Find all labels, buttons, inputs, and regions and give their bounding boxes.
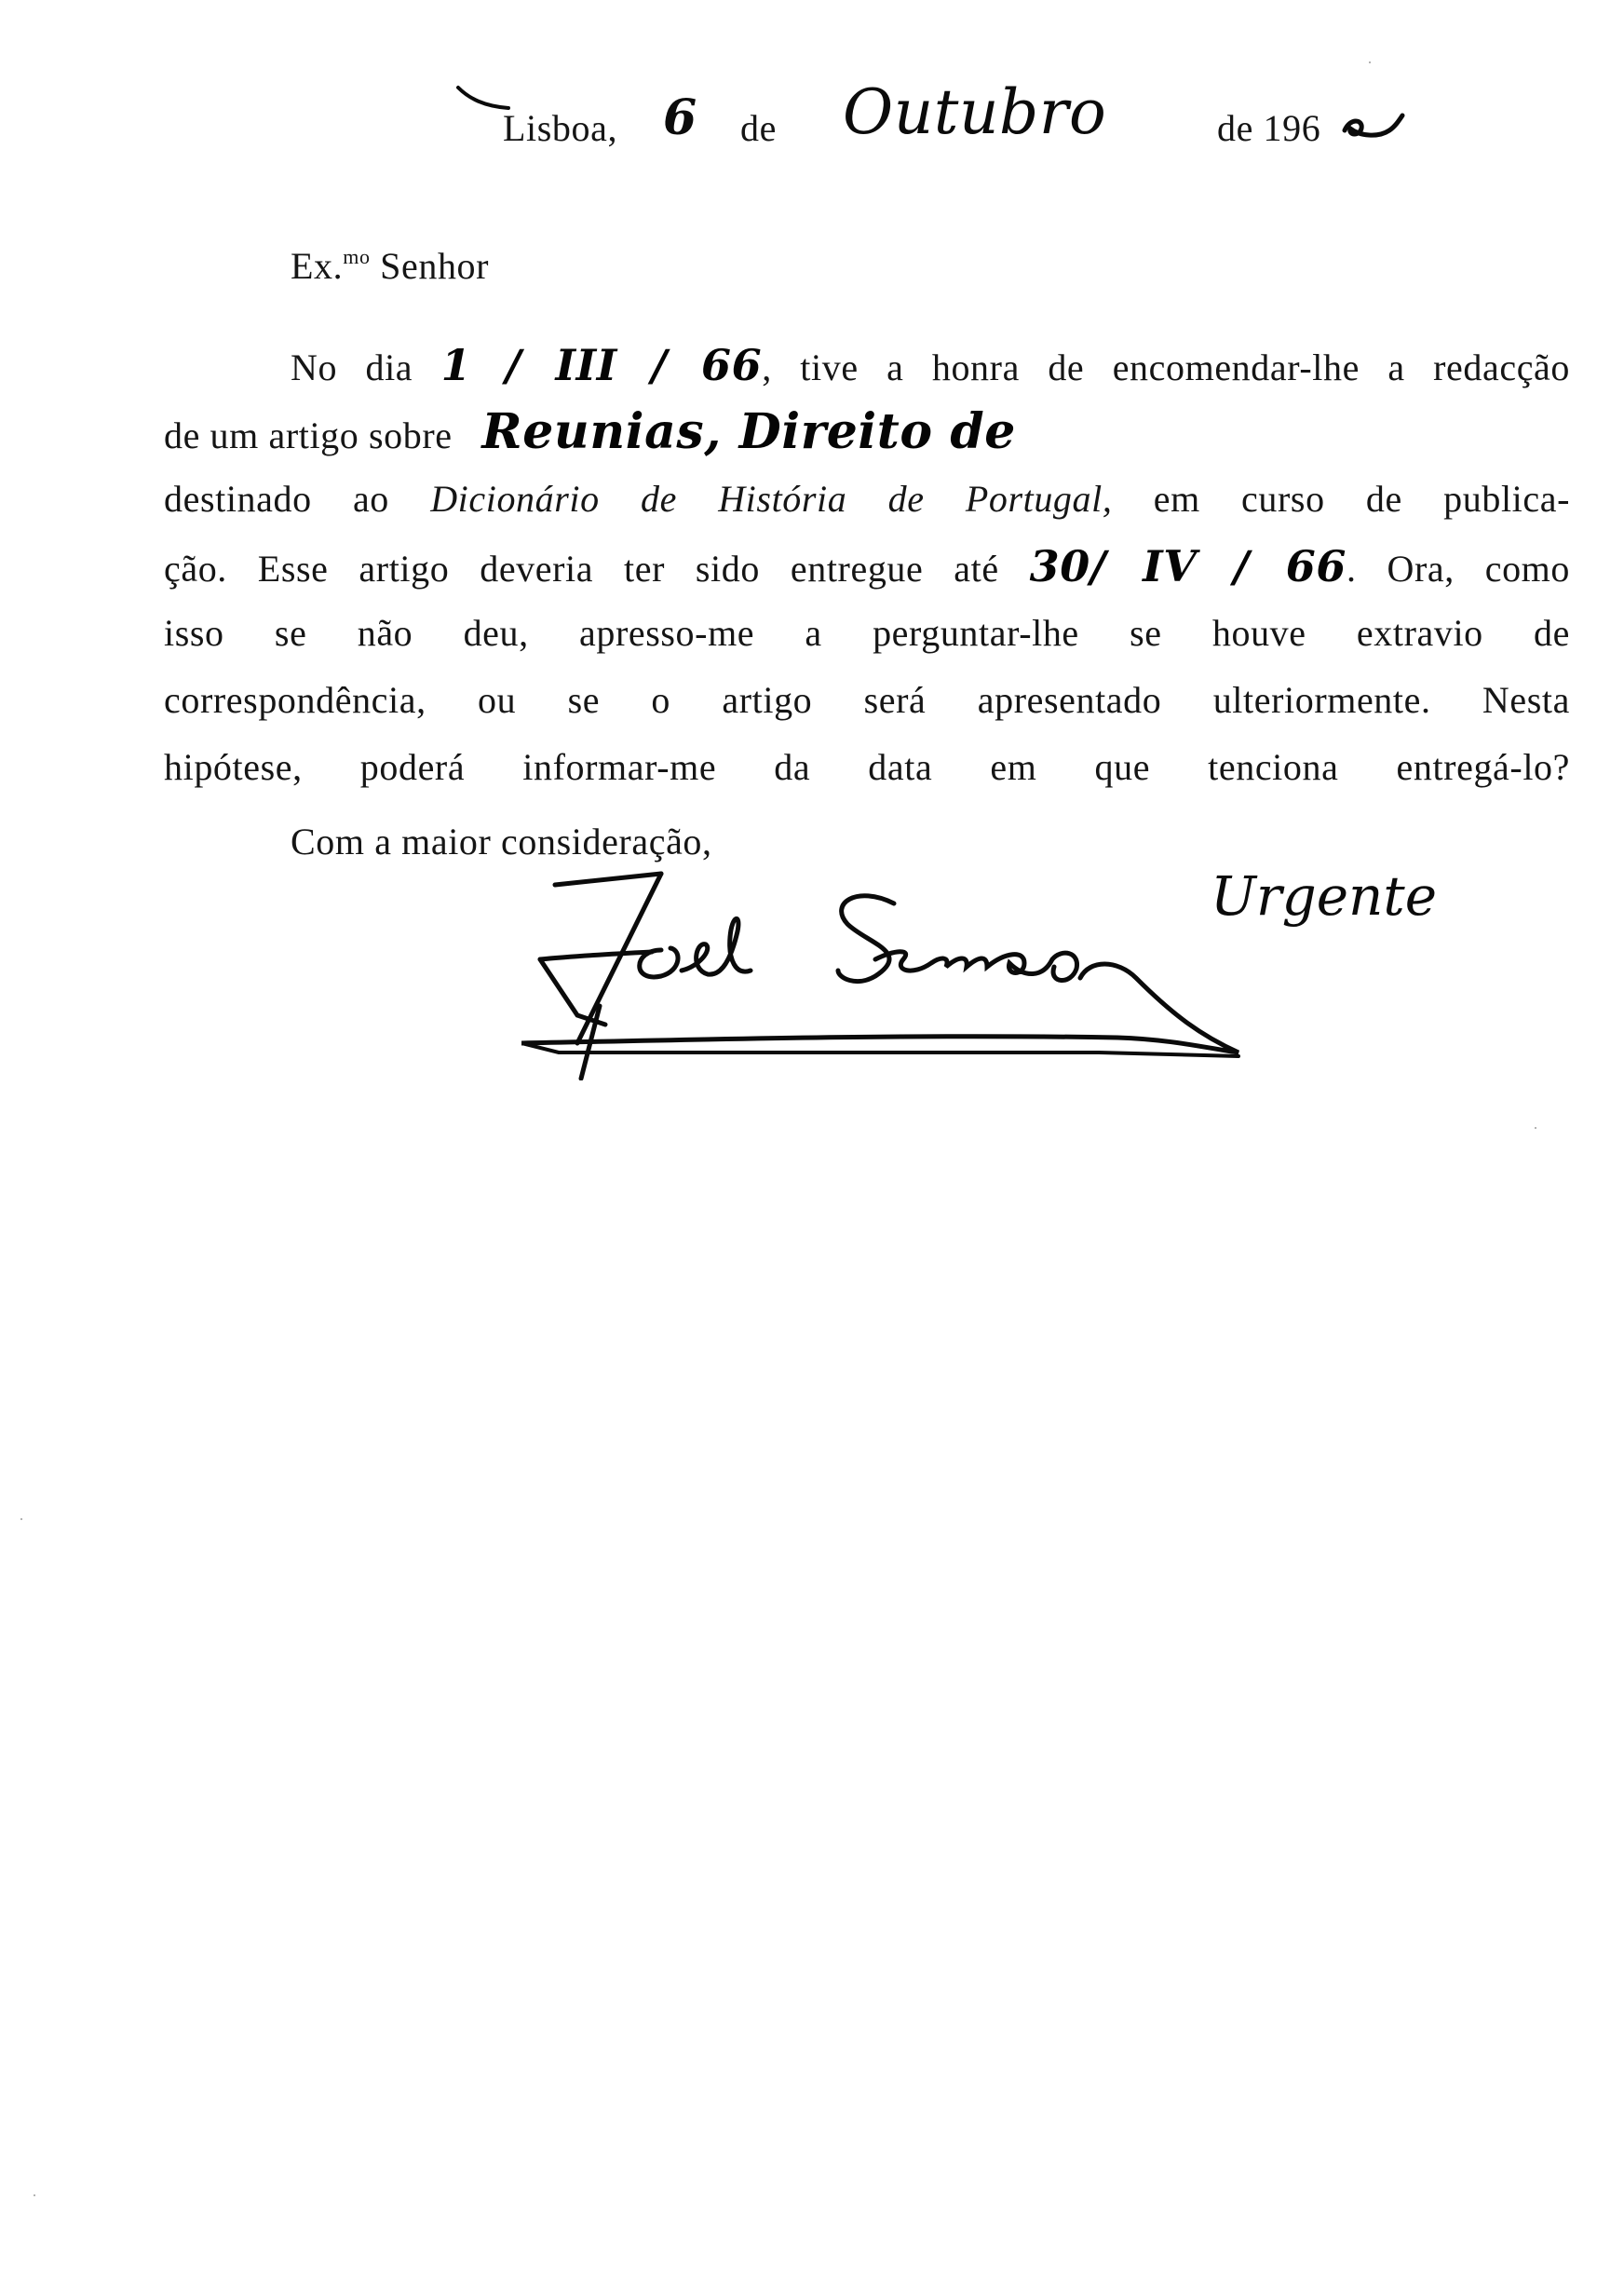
handwritten-commission-date: 1 / III / 66 xyxy=(440,340,763,390)
dictionary-title: Dicionário de História de Portugal, xyxy=(430,478,1113,520)
body-line-2 xyxy=(164,399,1570,466)
scan-speck xyxy=(1369,61,1371,63)
handwritten-day: 6 xyxy=(663,89,697,146)
body-text: de um artigo sobre xyxy=(164,414,453,456)
scan-speck xyxy=(20,1518,22,1520)
body-text: isso se não deu, apresso-me a perguntar-lhe se houve extravio de xyxy=(164,612,1570,654)
body-text: em curso de publica- xyxy=(1153,478,1570,520)
body-text: ção. Esse artigo deveria ter sido entregue até xyxy=(164,548,999,590)
body-line-7 xyxy=(164,734,1570,801)
salutation-abbrev: Ex. xyxy=(291,245,344,287)
handwritten-article-topic: Reunias, Direito de xyxy=(481,403,1016,460)
handwritten-month: Outubro xyxy=(843,76,1107,148)
body-line-3 xyxy=(164,466,1570,533)
body-line-5 xyxy=(164,600,1570,667)
date-preposition: de xyxy=(740,107,777,149)
body-line-1 xyxy=(164,332,1570,399)
salutation-title: Senhor xyxy=(380,245,490,287)
scan-speck xyxy=(1535,1127,1536,1129)
body-line-6 xyxy=(164,667,1570,734)
letter-body xyxy=(164,332,1570,801)
salutation xyxy=(291,244,489,288)
body-text: destinado ao xyxy=(164,478,389,520)
urgent-annotation: Urgente xyxy=(1211,864,1438,928)
handwritten-due-date: 30/ IV / 66 xyxy=(1029,541,1347,591)
handwritten-year-digit-icon xyxy=(1341,99,1406,145)
body-line-4 xyxy=(164,533,1570,600)
year-prefix: de 196 xyxy=(1217,107,1321,149)
signature-icon xyxy=(521,866,1248,1080)
body-text: correspondência, ou se o artigo será apresentado ulteriormente. Nesta xyxy=(164,679,1570,721)
scan-speck xyxy=(34,2194,35,2196)
city-name: Lisboa, xyxy=(503,107,618,149)
body-text: hipótese, poderá informar-me da data em que tenciona entregá-lo? xyxy=(164,746,1570,788)
date-line xyxy=(447,73,1490,156)
closing-phrase: Com a maior consideração, xyxy=(291,821,712,862)
salutation-superscript: mo xyxy=(343,245,371,268)
body-text: No dia xyxy=(291,346,413,388)
body-text: , tive a honra de encomendar-lhe a redacção xyxy=(762,346,1571,388)
body-text: . Ora, como xyxy=(1346,548,1570,590)
